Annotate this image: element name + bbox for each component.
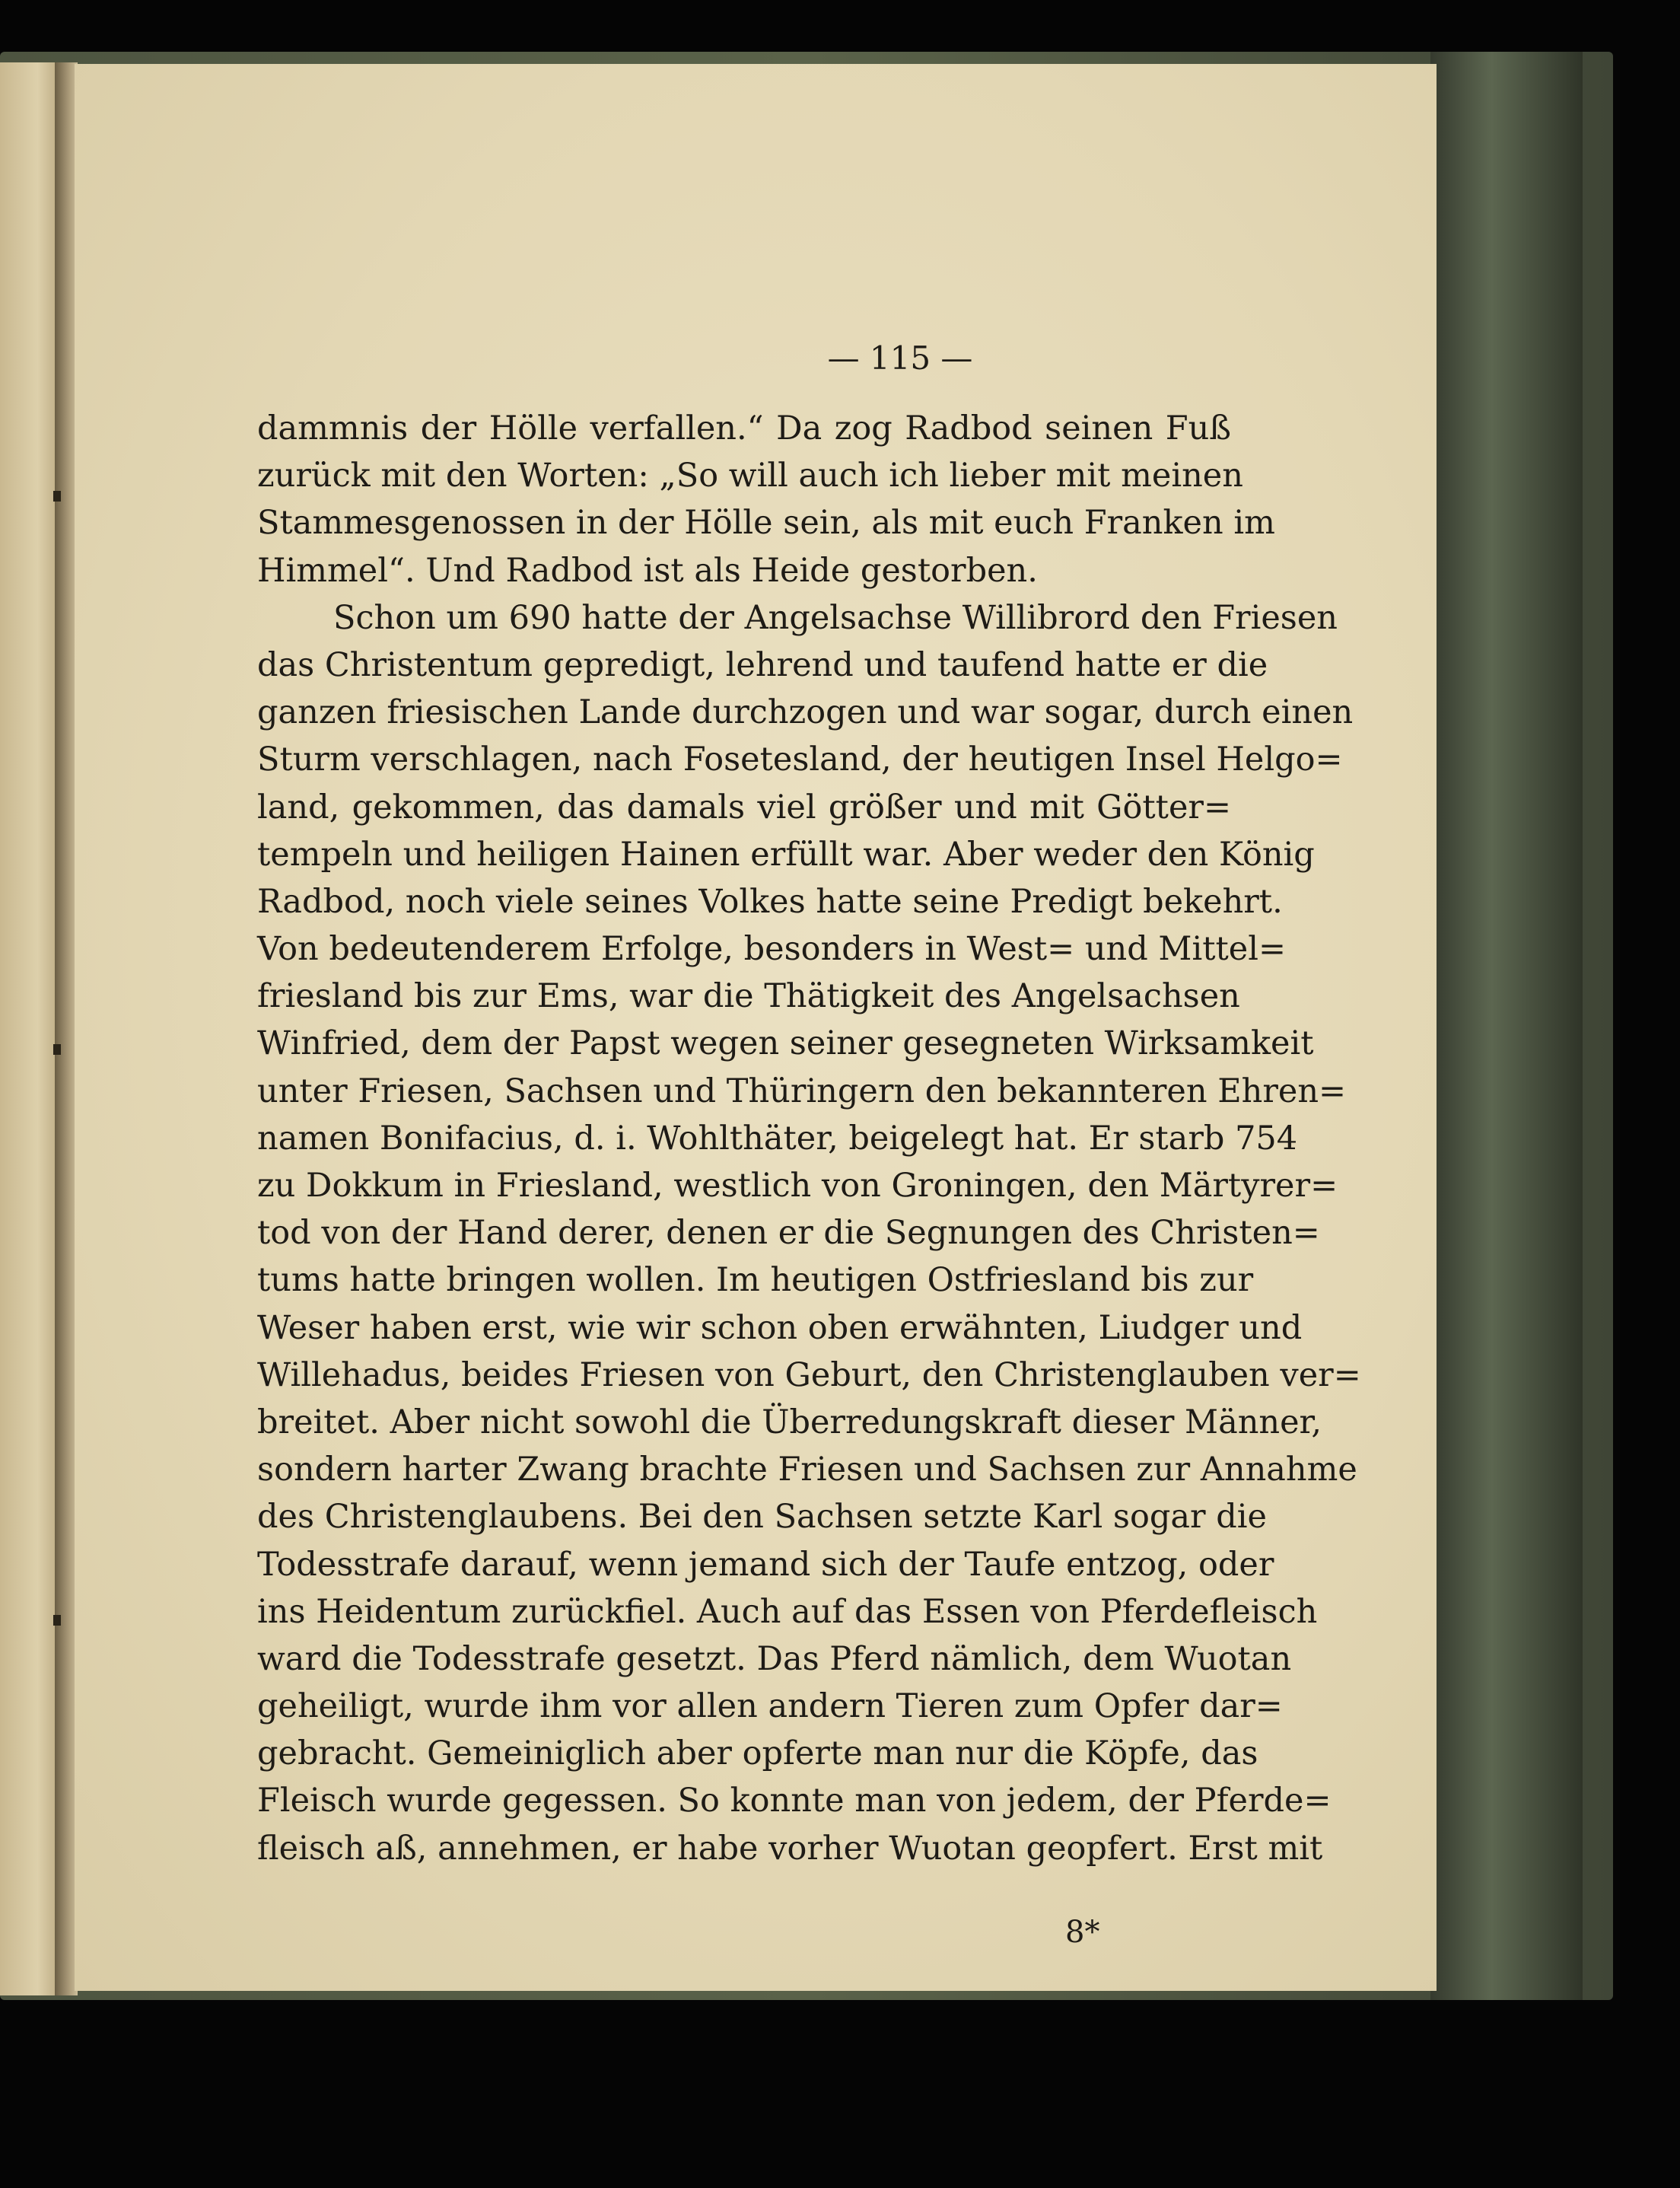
page-number-header: — 115 — — [827, 339, 973, 377]
text-line: tums hatte bringen wollen. Im heutigen Ostfriesland bis zur — [257, 1261, 1254, 1300]
text-line: fleisch aß, annehmen, er habe vorher Wuotan geopfert. Erst mit — [257, 1829, 1323, 1868]
text-line: tempeln und heiligen Hainen erfüllt war. Aber weder den König — [257, 835, 1315, 874]
margin-mark — [53, 491, 61, 502]
text-line: Todesstrafe darauf, wenn jemand sich der Taufe entzog, oder — [257, 1545, 1274, 1584]
text-line: tod von der Hand derer, denen er die Segnungen des Christen= — [257, 1214, 1320, 1253]
text-line: das Christentum gepredigt, lehrend und taufend hatte er die — [257, 645, 1268, 684]
text-line: friesland bis zur Ems, war die Thätigkeit des Angelsachsen — [257, 977, 1240, 1016]
text-line: Fleisch wurde gegessen. So konnte man von jedem, der Pferde= — [257, 1782, 1332, 1820]
signature-mark: 8* — [1065, 1915, 1100, 1950]
margin-mark — [53, 1044, 61, 1055]
text-line: dammnis der Hölle verfallen.“ Da zog Radbod seinen Fuß — [257, 409, 1231, 447]
text-line: Weser haben erst, wie wir schon oben erwähnten, Liudger und — [257, 1308, 1303, 1347]
text-line: Willehadus, beides Friesen von Geburt, den Christenglauben ver= — [257, 1355, 1361, 1394]
previous-page-edge — [0, 62, 62, 1995]
text-line: unter Friesen, Sachsen und Thüringern den bekannteren Ehren= — [257, 1072, 1347, 1110]
margin-mark — [53, 1615, 61, 1626]
text-line: Schon um 690 hatte der Angelsachse Willibrord den Friesen — [333, 598, 1338, 637]
text-line: breitet. Aber nicht sowohl die Überredungskraft dieser Männer, — [257, 1403, 1322, 1441]
book-page — [75, 64, 1437, 1991]
text-line: namen Bonifacius, d. i. Wohlthäter, beigelegt hat. Er starb 754 — [257, 1119, 1298, 1158]
body-text — [257, 405, 1361, 1872]
text-line: des Christenglaubens. Bei den Sachsen setzte Karl sogar die — [257, 1498, 1267, 1537]
text-line: sondern harter Zwang brachte Friesen und Sachsen zur Annahme — [257, 1451, 1357, 1489]
text-line: land, gekommen, das damals viel größer und mit Götter= — [257, 788, 1231, 826]
text-line: Winfried, dem der Papst wegen seiner gesegneten Wirksamkeit — [257, 1024, 1314, 1063]
text-line: ganzen friesischen Lande durchzogen und war sogar, durch einen — [257, 693, 1354, 732]
text-line: ward die Todesstrafe gesetzt. Das Pferd nämlich, dem Wuotan — [257, 1639, 1292, 1678]
text-line: Von bedeutenderem Erfolge, besonders in West= und Mittel= — [257, 930, 1286, 969]
text-line: Stammesgenossen in der Hölle sein, als mit euch Franken im — [257, 504, 1275, 543]
text-line: gebracht. Gemeiniglich aber opferte man nur die Köpfe, das — [257, 1734, 1258, 1773]
text-line: zu Dokkum in Friesland, westlich von Groningen, den Märtyrer= — [257, 1167, 1338, 1205]
text-line: ins Heidentum zurückfiel. Auch auf das Essen von Pferdefleisch — [257, 1592, 1318, 1631]
book-spine-edge — [1430, 52, 1583, 2000]
text-line: geheiligt, wurde ihm vor allen andern Tieren zum Opfer dar= — [257, 1687, 1283, 1726]
text-line: Himmel“. Und Radbod ist als Heide gestorben. — [257, 551, 1038, 590]
text-line: zurück mit den Worten: „So will auch ich lieber mit meinen — [257, 457, 1243, 495]
text-line: Sturm verschlagen, nach Fosetesland, der heutigen Insel Helgo= — [257, 740, 1343, 779]
text-line: Radbod, noch viele seines Volkes hatte seine Predigt bekehrt. — [257, 882, 1283, 921]
